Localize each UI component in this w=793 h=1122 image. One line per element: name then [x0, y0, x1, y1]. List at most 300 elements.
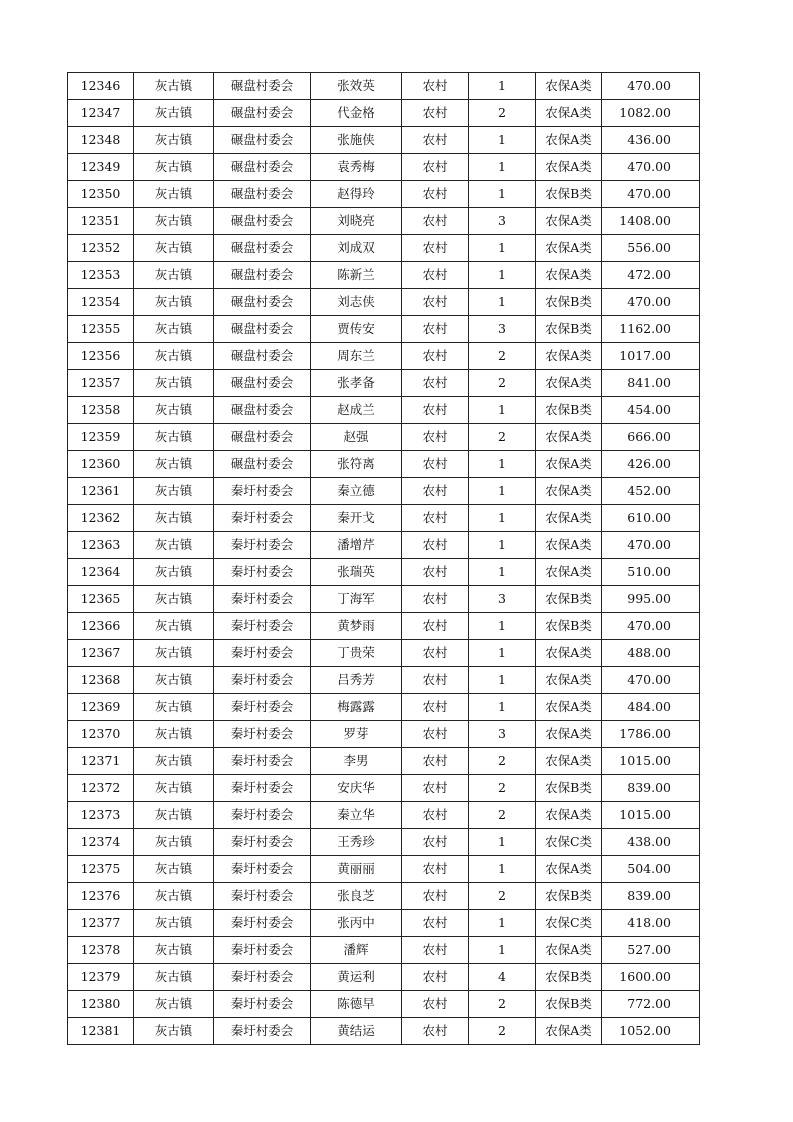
village-committee-cell: 秦圩村委会 — [214, 667, 311, 694]
table-row — [68, 748, 700, 775]
name-cell: 潘增芹 — [311, 532, 402, 559]
town-cell: 灰古镇 — [134, 991, 214, 1018]
table-row — [68, 694, 700, 721]
amount-cell: 610.00 — [602, 505, 700, 532]
table-row — [68, 640, 700, 667]
area-type-cell: 农村 — [402, 478, 469, 505]
name-cell: 黄结运 — [311, 1018, 402, 1045]
name-cell: 刘成双 — [311, 235, 402, 262]
record-id-cell: 12365 — [68, 586, 134, 613]
area-type-cell: 农村 — [402, 802, 469, 829]
name-cell: 刘志侠 — [311, 289, 402, 316]
amount-cell: 470.00 — [602, 613, 700, 640]
village-committee-cell: 碾盘村委会 — [214, 235, 311, 262]
area-type-cell: 农村 — [402, 505, 469, 532]
town-cell: 灰古镇 — [134, 856, 214, 883]
record-id-cell: 12371 — [68, 748, 134, 775]
record-id-cell: 12380 — [68, 991, 134, 1018]
amount-cell: 470.00 — [602, 532, 700, 559]
amount-cell: 1015.00 — [602, 748, 700, 775]
area-type-cell: 农村 — [402, 451, 469, 478]
category-cell: 农保B类 — [536, 613, 602, 640]
household-size-cell: 1 — [469, 262, 536, 289]
household-size-cell: 1 — [469, 181, 536, 208]
name-cell: 张效英 — [311, 73, 402, 100]
amount-cell: 454.00 — [602, 397, 700, 424]
table-row — [68, 505, 700, 532]
town-cell: 灰古镇 — [134, 208, 214, 235]
table-body — [68, 73, 700, 1045]
category-cell: 农保A类 — [536, 424, 602, 451]
area-type-cell: 农村 — [402, 748, 469, 775]
amount-cell: 1082.00 — [602, 100, 700, 127]
town-cell: 灰古镇 — [134, 181, 214, 208]
town-cell: 灰古镇 — [134, 1018, 214, 1045]
area-type-cell: 农村 — [402, 370, 469, 397]
name-cell: 秦开戈 — [311, 505, 402, 532]
area-type-cell: 农村 — [402, 532, 469, 559]
household-size-cell: 1 — [469, 910, 536, 937]
table-row — [68, 613, 700, 640]
data-table — [67, 72, 700, 1045]
table-row — [68, 316, 700, 343]
name-cell: 吕秀芳 — [311, 667, 402, 694]
amount-cell: 1786.00 — [602, 721, 700, 748]
town-cell: 灰古镇 — [134, 289, 214, 316]
village-committee-cell: 秦圩村委会 — [214, 505, 311, 532]
village-committee-cell: 碾盘村委会 — [214, 289, 311, 316]
village-committee-cell: 秦圩村委会 — [214, 883, 311, 910]
table-row — [68, 370, 700, 397]
table-row — [68, 451, 700, 478]
category-cell: 农保A类 — [536, 154, 602, 181]
table-row — [68, 964, 700, 991]
record-id-cell: 12357 — [68, 370, 134, 397]
household-size-cell: 2 — [469, 343, 536, 370]
area-type-cell: 农村 — [402, 667, 469, 694]
household-size-cell: 1 — [469, 127, 536, 154]
amount-cell: 438.00 — [602, 829, 700, 856]
village-committee-cell: 秦圩村委会 — [214, 694, 311, 721]
village-committee-cell: 秦圩村委会 — [214, 856, 311, 883]
record-id-cell: 12373 — [68, 802, 134, 829]
table-row — [68, 343, 700, 370]
town-cell: 灰古镇 — [134, 694, 214, 721]
town-cell: 灰古镇 — [134, 748, 214, 775]
household-size-cell: 2 — [469, 802, 536, 829]
village-committee-cell: 秦圩村委会 — [214, 478, 311, 505]
town-cell: 灰古镇 — [134, 262, 214, 289]
area-type-cell: 农村 — [402, 235, 469, 262]
name-cell: 黄梦雨 — [311, 613, 402, 640]
table-row — [68, 424, 700, 451]
category-cell: 农保A类 — [536, 73, 602, 100]
area-type-cell: 农村 — [402, 127, 469, 154]
category-cell: 农保B类 — [536, 991, 602, 1018]
amount-cell: 527.00 — [602, 937, 700, 964]
village-committee-cell: 秦圩村委会 — [214, 532, 311, 559]
category-cell: 农保A类 — [536, 1018, 602, 1045]
amount-cell: 556.00 — [602, 235, 700, 262]
record-id-cell: 12366 — [68, 613, 134, 640]
village-committee-cell: 碾盘村委会 — [214, 262, 311, 289]
table-row — [68, 667, 700, 694]
record-id-cell: 12356 — [68, 343, 134, 370]
table-row — [68, 559, 700, 586]
category-cell: 农保C类 — [536, 910, 602, 937]
record-id-cell: 12346 — [68, 73, 134, 100]
category-cell: 农保A类 — [536, 100, 602, 127]
village-committee-cell: 秦圩村委会 — [214, 559, 311, 586]
table-row — [68, 127, 700, 154]
name-cell: 王秀珍 — [311, 829, 402, 856]
category-cell: 农保A类 — [536, 478, 602, 505]
category-cell: 农保B类 — [536, 775, 602, 802]
amount-cell: 436.00 — [602, 127, 700, 154]
table-row — [68, 208, 700, 235]
amount-cell: 1600.00 — [602, 964, 700, 991]
amount-cell: 1015.00 — [602, 802, 700, 829]
name-cell: 梅露露 — [311, 694, 402, 721]
town-cell: 灰古镇 — [134, 586, 214, 613]
household-size-cell: 3 — [469, 208, 536, 235]
household-size-cell: 1 — [469, 559, 536, 586]
town-cell: 灰古镇 — [134, 343, 214, 370]
village-committee-cell: 碾盘村委会 — [214, 370, 311, 397]
town-cell: 灰古镇 — [134, 235, 214, 262]
amount-cell: 470.00 — [602, 289, 700, 316]
area-type-cell: 农村 — [402, 559, 469, 586]
category-cell: 农保A类 — [536, 208, 602, 235]
amount-cell: 1408.00 — [602, 208, 700, 235]
household-size-cell: 1 — [469, 829, 536, 856]
record-id-cell: 12351 — [68, 208, 134, 235]
record-id-cell: 12349 — [68, 154, 134, 181]
village-committee-cell: 碾盘村委会 — [214, 451, 311, 478]
amount-cell: 1162.00 — [602, 316, 700, 343]
category-cell: 农保A类 — [536, 640, 602, 667]
table-row — [68, 181, 700, 208]
amount-cell: 488.00 — [602, 640, 700, 667]
village-committee-cell: 秦圩村委会 — [214, 1018, 311, 1045]
area-type-cell: 农村 — [402, 829, 469, 856]
name-cell: 安庆华 — [311, 775, 402, 802]
village-committee-cell: 秦圩村委会 — [214, 991, 311, 1018]
town-cell: 灰古镇 — [134, 775, 214, 802]
household-size-cell: 1 — [469, 694, 536, 721]
household-size-cell: 1 — [469, 856, 536, 883]
record-id-cell: 12381 — [68, 1018, 134, 1045]
amount-cell: 472.00 — [602, 262, 700, 289]
area-type-cell: 农村 — [402, 964, 469, 991]
area-type-cell: 农村 — [402, 181, 469, 208]
town-cell: 灰古镇 — [134, 667, 214, 694]
name-cell: 秦立华 — [311, 802, 402, 829]
town-cell: 灰古镇 — [134, 883, 214, 910]
town-cell: 灰古镇 — [134, 424, 214, 451]
village-committee-cell: 秦圩村委会 — [214, 829, 311, 856]
table-row — [68, 883, 700, 910]
category-cell: 农保A类 — [536, 802, 602, 829]
village-committee-cell: 秦圩村委会 — [214, 640, 311, 667]
table-row — [68, 775, 700, 802]
category-cell: 农保A类 — [536, 856, 602, 883]
record-id-cell: 12355 — [68, 316, 134, 343]
household-size-cell: 2 — [469, 1018, 536, 1045]
area-type-cell: 农村 — [402, 640, 469, 667]
town-cell: 灰古镇 — [134, 397, 214, 424]
category-cell: 农保A类 — [536, 505, 602, 532]
record-id-cell: 12348 — [68, 127, 134, 154]
record-id-cell: 12359 — [68, 424, 134, 451]
table-row — [68, 100, 700, 127]
table-row — [68, 1018, 700, 1045]
town-cell: 灰古镇 — [134, 316, 214, 343]
area-type-cell: 农村 — [402, 154, 469, 181]
table-row — [68, 478, 700, 505]
area-type-cell: 农村 — [402, 73, 469, 100]
record-id-cell: 12354 — [68, 289, 134, 316]
amount-cell: 470.00 — [602, 181, 700, 208]
category-cell: 农保B类 — [536, 883, 602, 910]
table-row — [68, 856, 700, 883]
name-cell: 张符离 — [311, 451, 402, 478]
village-committee-cell: 碾盘村委会 — [214, 181, 311, 208]
category-cell: 农保B类 — [536, 316, 602, 343]
name-cell: 张施侠 — [311, 127, 402, 154]
household-size-cell: 2 — [469, 424, 536, 451]
name-cell: 张孝备 — [311, 370, 402, 397]
category-cell: 农保A类 — [536, 370, 602, 397]
record-id-cell: 12372 — [68, 775, 134, 802]
household-size-cell: 3 — [469, 721, 536, 748]
area-type-cell: 农村 — [402, 613, 469, 640]
name-cell: 黄丽丽 — [311, 856, 402, 883]
table-row — [68, 829, 700, 856]
amount-cell: 839.00 — [602, 775, 700, 802]
category-cell: 农保B类 — [536, 964, 602, 991]
record-id-cell: 12368 — [68, 667, 134, 694]
household-size-cell: 1 — [469, 154, 536, 181]
name-cell: 李男 — [311, 748, 402, 775]
area-type-cell: 农村 — [402, 694, 469, 721]
record-id-cell: 12361 — [68, 478, 134, 505]
village-committee-cell: 秦圩村委会 — [214, 937, 311, 964]
name-cell: 丁海军 — [311, 586, 402, 613]
name-cell: 张丙中 — [311, 910, 402, 937]
name-cell: 周东兰 — [311, 343, 402, 370]
household-size-cell: 3 — [469, 316, 536, 343]
record-id-cell: 12375 — [68, 856, 134, 883]
area-type-cell: 农村 — [402, 424, 469, 451]
category-cell: 农保A类 — [536, 559, 602, 586]
name-cell: 黄运利 — [311, 964, 402, 991]
name-cell: 丁贵荣 — [311, 640, 402, 667]
category-cell: 农保A类 — [536, 937, 602, 964]
household-size-cell: 1 — [469, 478, 536, 505]
area-type-cell: 农村 — [402, 100, 469, 127]
category-cell: 农保B类 — [536, 181, 602, 208]
village-committee-cell: 碾盘村委会 — [214, 343, 311, 370]
amount-cell: 841.00 — [602, 370, 700, 397]
record-id-cell: 12350 — [68, 181, 134, 208]
town-cell: 灰古镇 — [134, 100, 214, 127]
name-cell: 代金格 — [311, 100, 402, 127]
category-cell: 农保B类 — [536, 289, 602, 316]
area-type-cell: 农村 — [402, 883, 469, 910]
village-committee-cell: 秦圩村委会 — [214, 802, 311, 829]
village-committee-cell: 碾盘村委会 — [214, 73, 311, 100]
record-id-cell: 12379 — [68, 964, 134, 991]
name-cell: 潘辉 — [311, 937, 402, 964]
amount-cell: 418.00 — [602, 910, 700, 937]
area-type-cell: 农村 — [402, 775, 469, 802]
category-cell: 农保A类 — [536, 235, 602, 262]
area-type-cell: 农村 — [402, 856, 469, 883]
household-size-cell: 1 — [469, 397, 536, 424]
name-cell: 赵成兰 — [311, 397, 402, 424]
category-cell: 农保A类 — [536, 694, 602, 721]
village-committee-cell: 秦圩村委会 — [214, 748, 311, 775]
record-id-cell: 12358 — [68, 397, 134, 424]
town-cell: 灰古镇 — [134, 370, 214, 397]
area-type-cell: 农村 — [402, 721, 469, 748]
household-size-cell: 1 — [469, 937, 536, 964]
household-size-cell: 1 — [469, 613, 536, 640]
name-cell: 陈德早 — [311, 991, 402, 1018]
town-cell: 灰古镇 — [134, 559, 214, 586]
village-committee-cell: 秦圩村委会 — [214, 586, 311, 613]
record-id-cell: 12347 — [68, 100, 134, 127]
name-cell: 罗芽 — [311, 721, 402, 748]
record-id-cell: 12374 — [68, 829, 134, 856]
table-row — [68, 532, 700, 559]
village-committee-cell: 碾盘村委会 — [214, 208, 311, 235]
table-row — [68, 910, 700, 937]
amount-cell: 510.00 — [602, 559, 700, 586]
household-size-cell: 1 — [469, 667, 536, 694]
area-type-cell: 农村 — [402, 208, 469, 235]
household-size-cell: 2 — [469, 748, 536, 775]
amount-cell: 995.00 — [602, 586, 700, 613]
town-cell: 灰古镇 — [134, 964, 214, 991]
town-cell: 灰古镇 — [134, 73, 214, 100]
household-size-cell: 1 — [469, 505, 536, 532]
village-committee-cell: 碾盘村委会 — [214, 424, 311, 451]
amount-cell: 772.00 — [602, 991, 700, 1018]
category-cell: 农保A类 — [536, 343, 602, 370]
record-id-cell: 12364 — [68, 559, 134, 586]
amount-cell: 426.00 — [602, 451, 700, 478]
household-size-cell: 1 — [469, 640, 536, 667]
town-cell: 灰古镇 — [134, 127, 214, 154]
category-cell: 农保A类 — [536, 748, 602, 775]
amount-cell: 470.00 — [602, 73, 700, 100]
village-committee-cell: 碾盘村委会 — [214, 100, 311, 127]
household-size-cell: 2 — [469, 775, 536, 802]
table-row — [68, 586, 700, 613]
town-cell: 灰古镇 — [134, 451, 214, 478]
area-type-cell: 农村 — [402, 586, 469, 613]
amount-cell: 470.00 — [602, 667, 700, 694]
table-row — [68, 937, 700, 964]
household-size-cell: 1 — [469, 73, 536, 100]
area-type-cell: 农村 — [402, 937, 469, 964]
area-type-cell: 农村 — [402, 397, 469, 424]
household-size-cell: 1 — [469, 289, 536, 316]
name-cell: 袁秀梅 — [311, 154, 402, 181]
amount-cell: 504.00 — [602, 856, 700, 883]
area-type-cell: 农村 — [402, 262, 469, 289]
category-cell: 农保B类 — [536, 397, 602, 424]
name-cell: 秦立德 — [311, 478, 402, 505]
household-size-cell: 1 — [469, 532, 536, 559]
household-size-cell: 2 — [469, 883, 536, 910]
record-id-cell: 12367 — [68, 640, 134, 667]
record-id-cell: 12376 — [68, 883, 134, 910]
name-cell: 贾传安 — [311, 316, 402, 343]
record-id-cell: 12360 — [68, 451, 134, 478]
table-row — [68, 289, 700, 316]
area-type-cell: 农村 — [402, 991, 469, 1018]
record-id-cell: 12370 — [68, 721, 134, 748]
table-row — [68, 262, 700, 289]
village-committee-cell: 秦圩村委会 — [214, 613, 311, 640]
table-row — [68, 721, 700, 748]
table-row — [68, 991, 700, 1018]
category-cell: 农保A类 — [536, 262, 602, 289]
record-id-cell: 12363 — [68, 532, 134, 559]
table-row — [68, 235, 700, 262]
village-committee-cell: 碾盘村委会 — [214, 127, 311, 154]
town-cell: 灰古镇 — [134, 154, 214, 181]
amount-cell: 666.00 — [602, 424, 700, 451]
area-type-cell: 农村 — [402, 1018, 469, 1045]
name-cell: 赵得玲 — [311, 181, 402, 208]
category-cell: 农保A类 — [536, 532, 602, 559]
table-row — [68, 397, 700, 424]
category-cell: 农保A类 — [536, 667, 602, 694]
name-cell: 张瑞英 — [311, 559, 402, 586]
record-id-cell: 12369 — [68, 694, 134, 721]
category-cell: 农保B类 — [536, 586, 602, 613]
area-type-cell: 农村 — [402, 343, 469, 370]
town-cell: 灰古镇 — [134, 478, 214, 505]
table-row — [68, 73, 700, 100]
amount-cell: 1052.00 — [602, 1018, 700, 1045]
town-cell: 灰古镇 — [134, 613, 214, 640]
record-id-cell: 12362 — [68, 505, 134, 532]
village-committee-cell: 秦圩村委会 — [214, 775, 311, 802]
category-cell: 农保A类 — [536, 127, 602, 154]
village-committee-cell: 碾盘村委会 — [214, 154, 311, 181]
town-cell: 灰古镇 — [134, 829, 214, 856]
amount-cell: 839.00 — [602, 883, 700, 910]
area-type-cell: 农村 — [402, 316, 469, 343]
village-committee-cell: 秦圩村委会 — [214, 910, 311, 937]
household-size-cell: 2 — [469, 100, 536, 127]
amount-cell: 470.00 — [602, 154, 700, 181]
record-id-cell: 12377 — [68, 910, 134, 937]
village-committee-cell: 碾盘村委会 — [214, 316, 311, 343]
category-cell: 农保A类 — [536, 721, 602, 748]
town-cell: 灰古镇 — [134, 640, 214, 667]
household-size-cell: 2 — [469, 370, 536, 397]
household-size-cell: 4 — [469, 964, 536, 991]
amount-cell: 452.00 — [602, 478, 700, 505]
name-cell: 赵强 — [311, 424, 402, 451]
household-size-cell: 3 — [469, 586, 536, 613]
